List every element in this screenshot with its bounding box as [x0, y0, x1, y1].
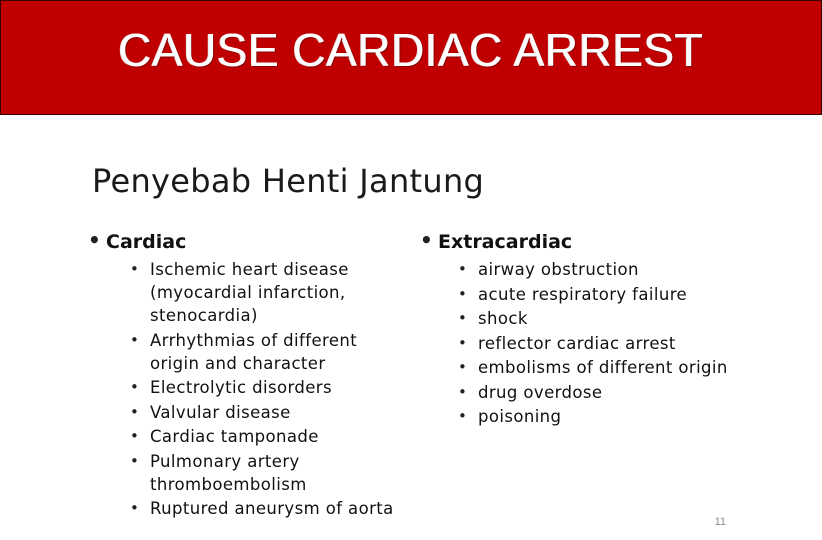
list-item — [88, 329, 408, 375]
page-number: 11 — [714, 516, 726, 528]
list-item — [88, 450, 408, 496]
list-item-text: Ruptured aneurysm of aorta — [150, 499, 394, 518]
extracardiac-list — [420, 258, 760, 428]
extracardiac-heading — [420, 228, 760, 258]
bullet-icon: • — [420, 228, 433, 252]
slide-title: CAUSE CARDIAC ARREST — [118, 24, 704, 76]
cardiac-heading — [88, 228, 408, 258]
list-item-text: Arrhythmias of different origin and character — [150, 330, 358, 373]
bullet-icon: • — [130, 451, 140, 470]
list-item-text: Cardiac tamponade — [150, 427, 319, 446]
bullet-icon: • — [458, 382, 468, 401]
extracardiac-column — [420, 228, 760, 430]
bullet-icon: • — [458, 358, 468, 376]
bullet-icon: • — [130, 499, 140, 517]
list-item-text: drug overdose — [478, 382, 603, 402]
list-item-text: acute respiratory failure — [478, 284, 688, 304]
bullet-icon: • — [130, 260, 140, 278]
list-item — [420, 332, 760, 355]
list-item-text: embolisms of different origin — [478, 358, 728, 377]
list-item — [88, 497, 408, 520]
title-banner — [0, 0, 822, 115]
bullet-icon: • — [458, 407, 468, 425]
list-item — [420, 381, 760, 404]
list-item — [88, 376, 408, 399]
list-item-text: reflector cardiac arrest — [478, 333, 676, 353]
list-item — [420, 283, 760, 306]
list-item-text: poisoning — [478, 407, 562, 426]
list-item-text: Electrolytic disorders — [150, 378, 332, 397]
list-item — [420, 405, 760, 428]
bullet-icon: • — [458, 309, 468, 327]
bullet-icon: • — [458, 260, 468, 278]
cardiac-heading-label: Cardiac — [106, 231, 187, 253]
list-item — [88, 401, 408, 424]
list-item-text: Pulmonary artery thromboembolism — [150, 451, 307, 494]
slide-subtitle: Penyebab Henti Jantung — [92, 162, 485, 200]
cardiac-column — [88, 228, 408, 522]
list-item — [420, 258, 760, 281]
list-item — [420, 356, 760, 379]
list-item-text: Ischemic heart disease (myocardial infarction, stenocardia) — [150, 260, 349, 325]
bullet-icon: • — [458, 284, 468, 303]
list-item-text: airway obstruction — [478, 260, 639, 279]
list-item — [88, 425, 408, 448]
bullet-icon: • — [130, 330, 140, 349]
list-item-text: Valvular disease — [150, 402, 291, 422]
bullet-icon: • — [130, 427, 140, 445]
bullet-icon: • — [88, 228, 101, 252]
list-item — [420, 307, 760, 330]
cardiac-list — [88, 258, 408, 520]
list-item — [88, 258, 408, 327]
list-item-text: shock — [478, 309, 528, 328]
bullet-icon: • — [130, 402, 140, 421]
extracardiac-heading-label: Extracardiac — [438, 231, 573, 253]
bullet-icon: • — [130, 378, 140, 396]
bullet-icon: • — [458, 333, 468, 352]
